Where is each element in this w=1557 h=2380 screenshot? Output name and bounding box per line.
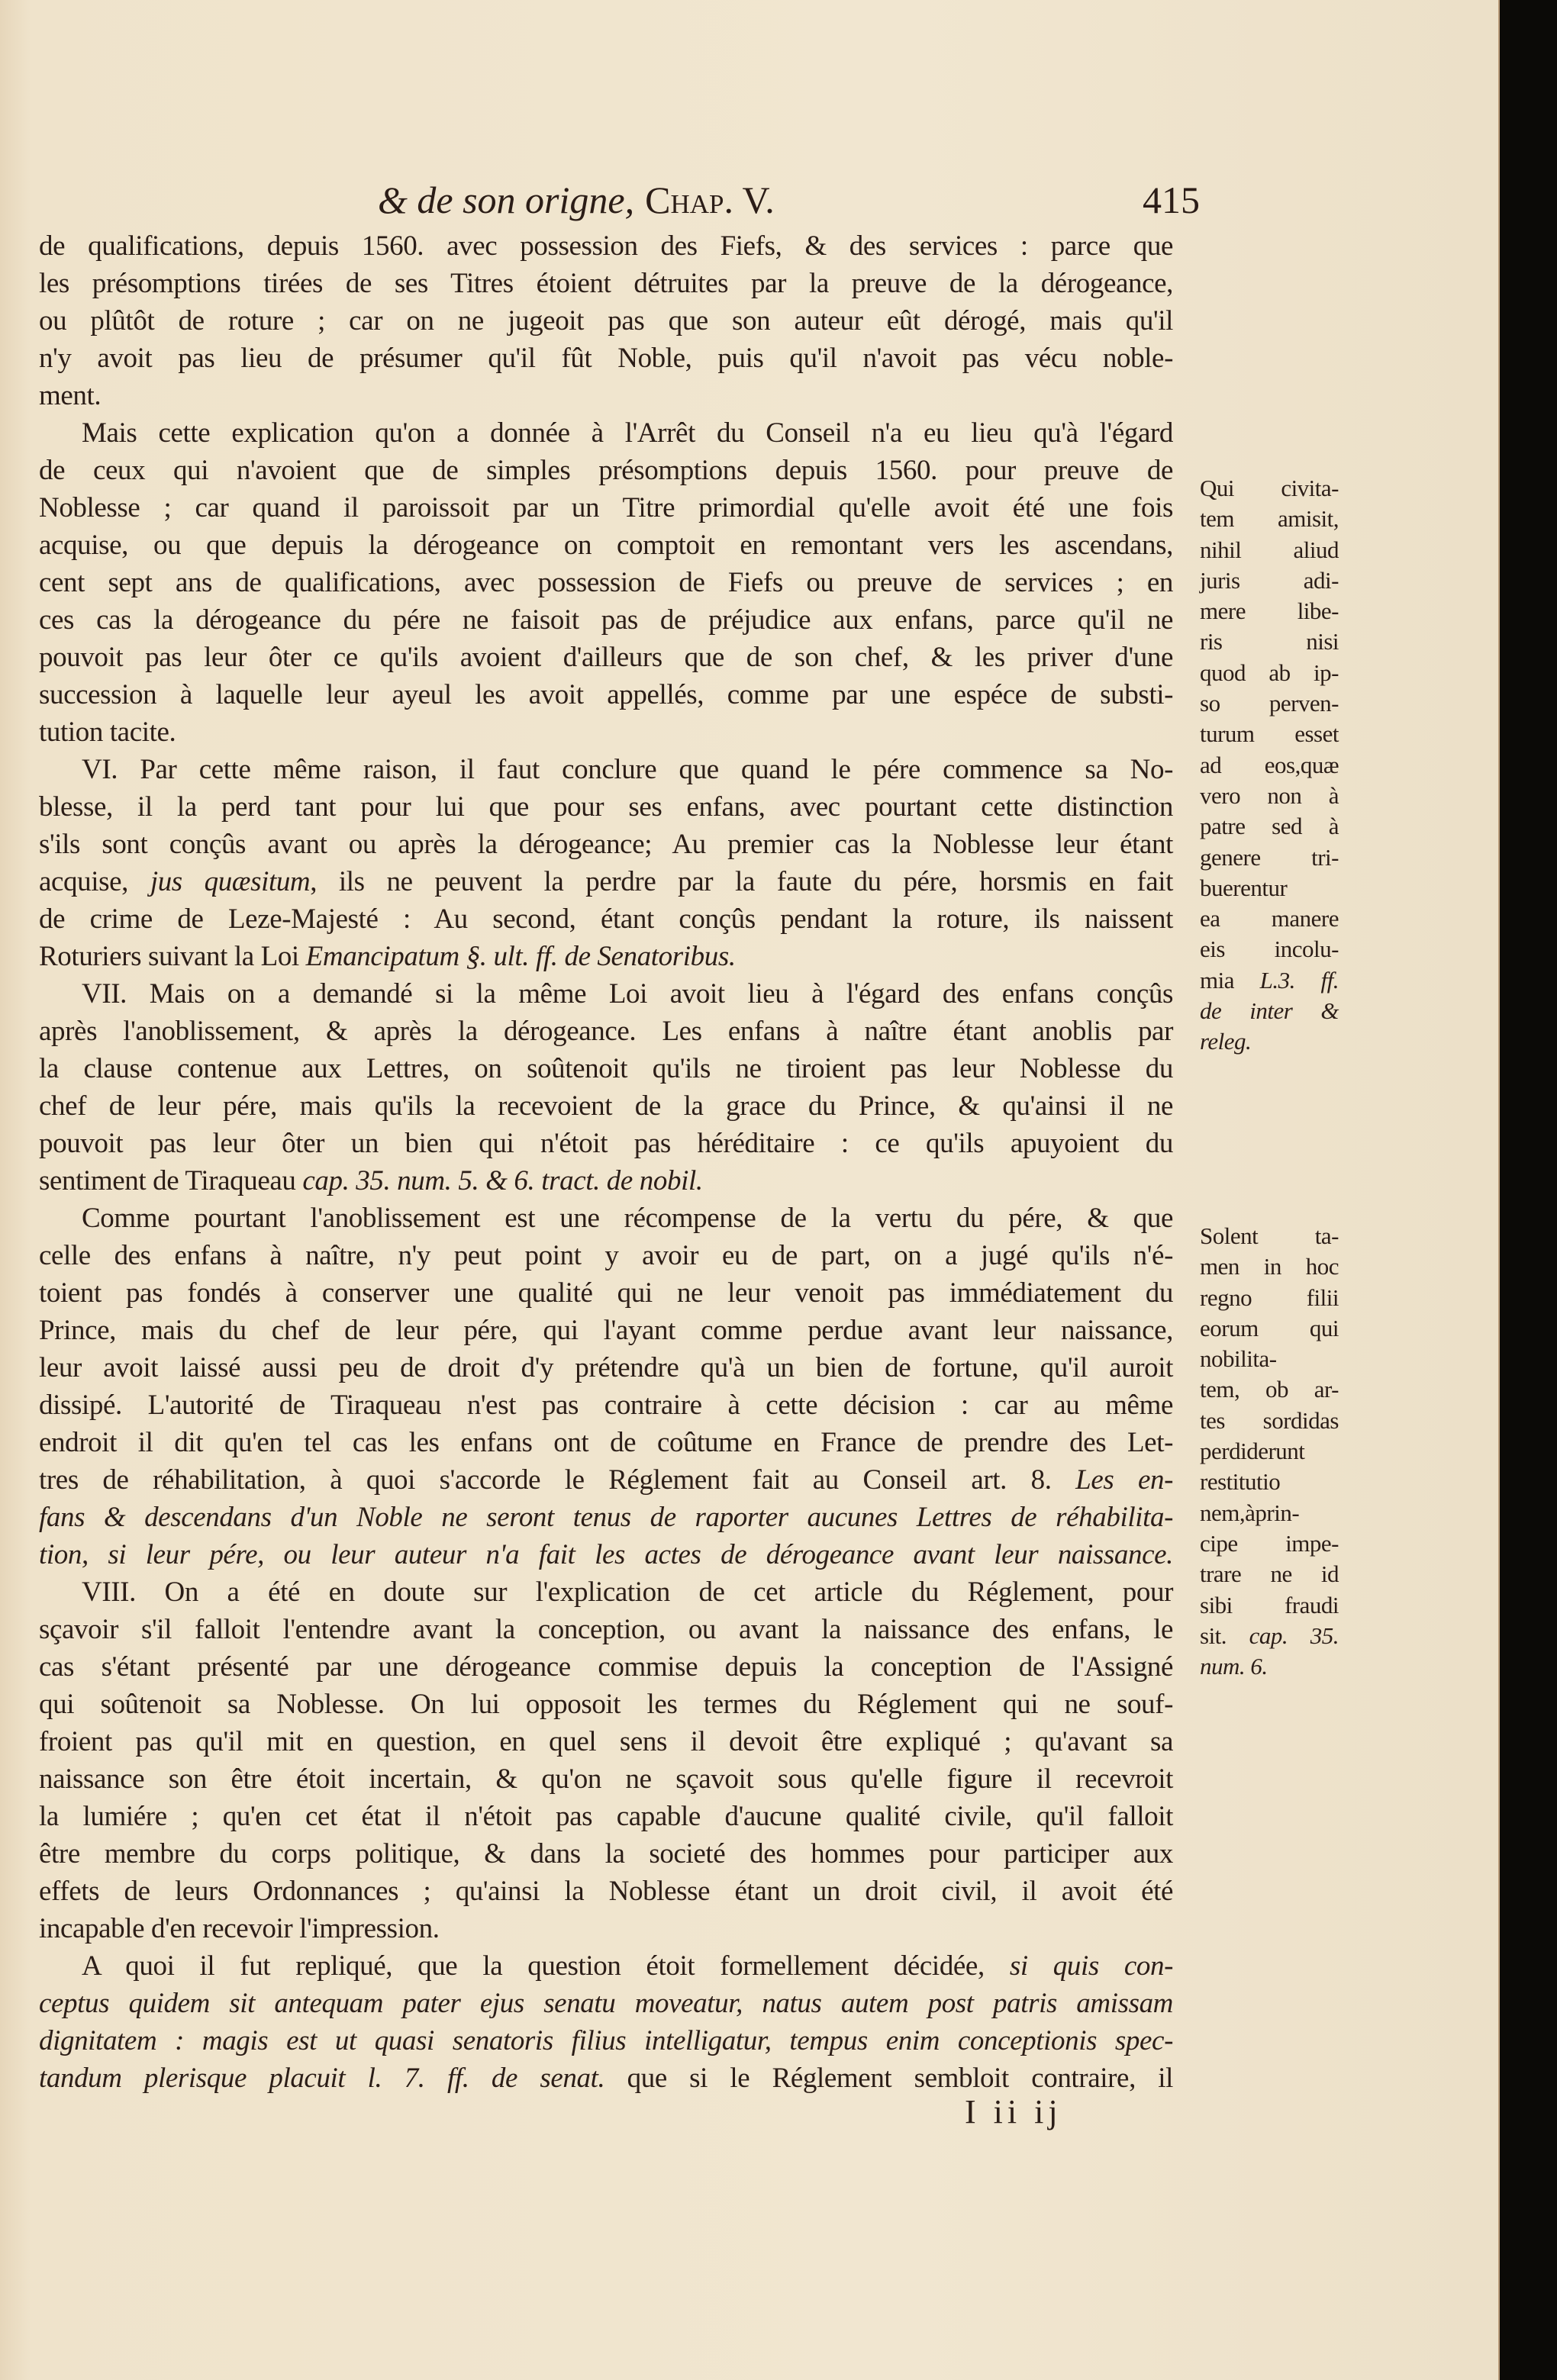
italic-text: cap. 35. [1249,1622,1339,1649]
text: cas s'étant présenté par une dérogeance commise depuis la conception de l'Assigné [39,1651,1173,1683]
text-line [39,1536,1173,1573]
text-line [39,1461,1173,1499]
text-line [39,527,1173,564]
italic-text: cap. 35. num. 5. & 6. tract. de nobil. [302,1165,703,1196]
italic-text: releg. [1200,1028,1252,1055]
text: leur avoit laissé aussi peu de droit d'y prétendre qu'à un bien de fortune, qu'il auroit [39,1352,1173,1383]
text: VII. Mais on a demandé si la même Loi avoit lieu à l'égard des enfans conçûs [82,978,1173,1010]
italic-text: jus quæsitum [150,866,311,897]
text-line [39,1873,1173,1910]
note-line [1200,688,1339,719]
text: blesse, il la perd tant pour lui que pour ses enfans, avec pourtant cette distinction [39,791,1173,823]
text: VIII. On a été en doute sur l'explication de cet article du Réglement, pour [82,1576,1173,1608]
text-line [39,489,1173,527]
text-line [39,1162,1173,1200]
note-line [1200,934,1339,965]
note-line [1200,1406,1339,1436]
note-line [1200,1344,1339,1374]
italic-text: Emancipatum §. ult. ff. de Senatoribus. [305,941,736,972]
text: genere tri- [1200,843,1339,871]
text: qui soûtenoit sa Noblesse. On lui opposoit les termes du Réglement qui ne souf- [39,1689,1173,1720]
text: juris adi- [1200,566,1339,594]
note-line [1200,842,1339,873]
text: que si le Réglement sembloit contraire, il [604,2063,1173,2094]
note-line [1200,473,1339,504]
text: buerentur [1200,874,1288,901]
note-line [1200,626,1339,657]
text: perdiderunt [1200,1438,1305,1465]
text: Mais cette explication qu'on a donnée à l'Arrêt du Conseil n'a eu lieu qu'à l'égard [82,417,1173,449]
text-line [39,1125,1173,1162]
text: celle des enfans à naître, n'y peut point y avoir eu de part, on a jugé qu'ils n'é- [39,1240,1173,1271]
text: restitutio [1200,1468,1281,1496]
margin-note-1 [1200,473,1339,1058]
note-line [1200,596,1339,626]
note-line [1200,1590,1339,1621]
text: effets de leurs Ordonnances ; qu'ainsi la Noblesse étant un droit civil, il avoit été [39,1876,1173,1907]
text-line [39,1573,1173,1611]
note-line [1200,1251,1339,1282]
text: froient pas qu'il mit en question, en quel sens il devoit être expliqué ; qu'avant sa [39,1726,1173,1757]
note-line [1200,750,1339,781]
text: les présomptions tirées de ses Titres étoient détruites par la preuve de la dérogeance, [39,268,1173,299]
text-line [39,1686,1173,1723]
text: sit. [1200,1622,1249,1649]
text-line [39,1760,1173,1798]
text-line [39,2022,1173,2060]
text: so perven- [1200,690,1339,717]
text: acquise, ou que depuis la dérogeance on comptoit en remontant vers les ascendans, [39,530,1173,561]
text: regno filii [1200,1283,1339,1311]
italic-text: si quis con- [1009,1950,1173,1982]
note-line [1200,1467,1339,1497]
text-line [39,1798,1173,1835]
text: nihil aliud [1200,536,1339,563]
text-line [39,975,1173,1013]
text: tres de réhabilitation, à quoi s'accorde le Réglement fait au Conseil art. 8. [39,1464,1076,1496]
note-line [1200,1313,1339,1344]
text: succession à laquelle leur ayeul les avoit appellés, comme par une espéce de substi- [39,679,1173,710]
text-line [39,900,1173,938]
text: tes sordidas [1200,1406,1339,1434]
text-line [39,938,1173,975]
note-line [1200,811,1339,842]
note-line [1200,996,1339,1026]
text: Prince, mais du chef de leur pére, qui l'ayant comme perdue avant leur naissance, [39,1315,1173,1346]
text: patre sed à [1200,813,1339,840]
running-title: & de son origne, [378,179,635,221]
text-line [39,1349,1173,1386]
text-line [39,601,1173,639]
text: ad eos,quæ [1200,751,1339,778]
text-line [39,1611,1173,1648]
text-line [39,1087,1173,1125]
chapter-label: Chap. V. [645,179,775,221]
text-line [39,1200,1173,1237]
text: sentiment de Tiraqueau [39,1165,303,1196]
text: endroit il dit qu'en tel cas les enfans ont de coûtume en France de prendre des Let- [39,1427,1173,1458]
text-line [39,788,1173,826]
note-line [1200,565,1339,596]
text-line [39,1910,1173,1947]
text-line [39,564,1173,601]
note-line [1200,903,1339,934]
text: nobilita- [1200,1345,1277,1373]
text-line [39,1499,1173,1536]
text-line [39,1723,1173,1760]
text: Solent ta- [1200,1222,1339,1249]
text: tem, ob ar- [1200,1376,1339,1403]
text: être membre du corps politique, & dans la societé des hommes pour participer aux [39,1838,1173,1870]
text: ris nisi [1200,628,1339,655]
text-line [39,639,1173,676]
text: ea manere [1200,905,1339,932]
text-line [39,1386,1173,1424]
text: A quoi il fut repliqué, que la question étoit formellement décidée, [82,1950,1010,1982]
italic-text: L.3. ff. [1259,966,1339,994]
text: quod ab ip- [1200,659,1339,686]
text: pouvoit pas leur ôter ce qu'ils avoient d'ailleurs que de son chef, & les priver d'une [39,642,1173,673]
margin-note-2 [1200,1221,1339,1682]
text: nem,àprin- [1200,1499,1300,1526]
text: de qualifications, depuis 1560. avec possession des Fiefs, & des services : parce que [39,230,1173,262]
text: chef de leur pére, mais qu'ils la recevoient de la grace du Prince, & qu'ainsi il ne [39,1090,1173,1122]
text: toient pas fondés à conserver une qualité qui ne leur venoit pas immédiatement du [39,1277,1173,1309]
text: mia [1200,966,1260,994]
text-line [39,340,1173,377]
text: après l'anoblissement, & après la dérogeance. Les enfans à naître étant anoblis par [39,1016,1173,1047]
text: Comme pourtant l'anoblissement est une récompense de la vertu du pére, & que [82,1203,1173,1234]
text-line [39,414,1173,452]
text-line [39,751,1173,788]
main-text [39,227,1173,2097]
italic-text: Les en- [1075,1464,1173,1496]
text: cipe impe- [1200,1529,1339,1557]
text: Noblesse ; car quand il paroissoit par un Titre primordial qu'elle avoit été une fois [39,492,1173,523]
text: Qui civita- [1200,475,1339,501]
italic-text: num. 6. [1200,1653,1268,1680]
text: dissipé. L'autorité de Tiraqueau n'est pas contraire à cette décision : car au même [39,1390,1173,1421]
text: vero non à [1200,781,1339,809]
text-line [39,1648,1173,1686]
text: Roturiers suivant la Loi [39,941,306,972]
text-line [39,1424,1173,1461]
text-line [39,713,1173,751]
note-line [1200,658,1339,688]
note-line [1200,1498,1339,1528]
note-line [1200,504,1339,534]
text: , ils ne peuvent la perdre par la faute du pére, horsmis en fait [310,866,1173,897]
text: la lumiére ; qu'en cet état il n'étoit pas capable d'aucune qualité civile, qu'il falloit [39,1801,1173,1832]
note-line [1200,781,1339,811]
note-line [1200,1374,1339,1405]
running-header [378,176,775,224]
text: ou plûtôt de roture ; car on ne jugeoit pas que son auteur eût dérogé, mais qu'il [39,305,1173,337]
note-line [1200,1283,1339,1313]
note-line [1200,535,1339,565]
signature-mark: I ii ij [965,2093,1062,2130]
text: eorum qui [1200,1314,1339,1341]
italic-text: tandum plerisque placuit l. 7. ff. de senat. [39,2063,605,2094]
italic-text: tion, si leur pére, ou leur auteur n'a fait les actes de dérogeance avant leur naissance. [39,1539,1173,1570]
text-line [39,1237,1173,1274]
text-line [39,1835,1173,1873]
text: sibi fraudi [1200,1591,1339,1618]
text-line [39,227,1173,265]
note-line [1200,965,1339,996]
text: de ceux qui n'avoient que de simples présomptions depuis 1560. pour preuve de [39,455,1173,486]
text-line [39,452,1173,489]
scan-border [1498,0,1557,2380]
note-line [1200,1528,1339,1559]
note-line [1200,873,1339,903]
text: tution tacite. [39,717,176,748]
text: naissance son être étoit incertain, & qu'on ne sçavoit sous qu'elle figure il recevroit [39,1763,1173,1795]
text-line [39,863,1173,900]
text: s'ils sont conçûs avant ou après la dérogeance; Au premier cas la Noblesse leur étant [39,829,1173,860]
text: men in hoc [1200,1253,1339,1280]
italic-text: ceptus quidem sit antequam pater ejus senatu moveatur, natus autem post patris amissam [39,1988,1173,2019]
text: cent sept ans de qualifications, avec possession de Fiefs ou preuve de services ; en [39,567,1173,598]
text: la clause contenue aux Lettres, on soûtenoit qu'ils ne tiroient pas leur Noblesse du [39,1053,1173,1084]
note-line [1200,1651,1339,1682]
note-line [1200,1221,1339,1251]
text: turum esset [1200,720,1339,748]
text: ces cas la dérogeance du pére ne faisoit pas de préjudice aux enfans, parce qu'il ne [39,604,1173,636]
text-line [39,676,1173,713]
text: pouvoit pas leur ôter un bien qui n'étoit pas héréditaire : ce qu'ils apuyoient du [39,1128,1173,1159]
text-line [39,1985,1173,2022]
text-line [39,1947,1173,1985]
text-line [39,1274,1173,1312]
italic-text: dignitatem : magis est ut quasi senatoris filius intelligatur, tempus enim conceptionis spec- [39,2025,1173,2056]
italic-text: de inter & [1200,997,1339,1025]
text: acquise, [39,866,150,897]
text: VI. Par cette même raison, il faut conclure que quand le pére commence sa No- [82,754,1173,785]
text-line [39,826,1173,863]
text: mere libe- [1200,597,1339,625]
italic-text: fans & descendans d'un Noble ne seront tenus de raporter aucunes Lettres de réhabilita- [39,1502,1173,1533]
text: sçavoir s'il falloit l'entendre avant la conception, ou avant la naissance des enfans, le [39,1614,1173,1645]
text: de crime de Leze-Majesté : Au second, étant conçûs pendant la roture, ils naissent [39,903,1173,935]
text: tem amisit, [1200,505,1339,533]
text-line [39,1013,1173,1050]
text: ment. [39,380,102,411]
note-line [1200,719,1339,749]
page-number: 415 [1143,179,1200,221]
text-line [39,1312,1173,1349]
note-line [1200,1026,1339,1057]
text-line [39,302,1173,340]
note-line [1200,1559,1339,1589]
text-line [39,377,1173,414]
text-line [39,1050,1173,1087]
text-line [39,265,1173,302]
text: trare ne id [1200,1560,1339,1588]
text: eis incolu- [1200,936,1339,963]
note-line [1200,1621,1339,1651]
note-line [1200,1436,1339,1467]
text: incapable d'en recevoir l'impression. [39,1913,440,1944]
text: n'y avoit pas lieu de présumer qu'il fût Noble, puis qu'il n'avoit pas vécu noble- [39,343,1173,374]
